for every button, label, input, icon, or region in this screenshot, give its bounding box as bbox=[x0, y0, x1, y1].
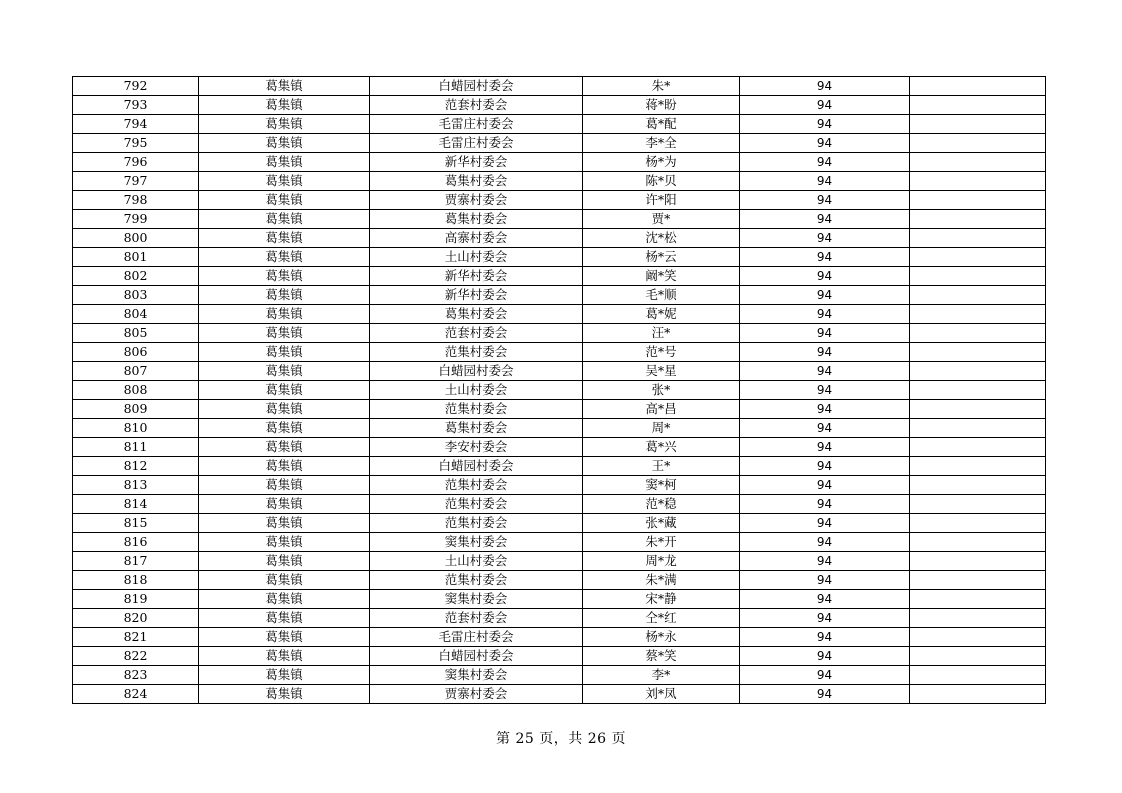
table-row bbox=[73, 115, 1046, 134]
score-cell: 94 bbox=[740, 248, 910, 267]
town-cell: 葛集镇 bbox=[199, 191, 370, 210]
person-name-cell: 范*号 bbox=[583, 343, 740, 362]
town-cell: 葛集镇 bbox=[199, 533, 370, 552]
town-cell: 葛集镇 bbox=[199, 172, 370, 191]
row-number-cell: 797 bbox=[73, 172, 199, 191]
village-committee-cell: 范集村委会 bbox=[370, 400, 583, 419]
table-row bbox=[73, 571, 1046, 590]
person-name-cell: 周* bbox=[583, 419, 740, 438]
town-cell: 葛集镇 bbox=[199, 381, 370, 400]
person-name-cell: 毛*顺 bbox=[583, 286, 740, 305]
village-committee-cell: 李安村委会 bbox=[370, 438, 583, 457]
village-committee-cell: 范套村委会 bbox=[370, 324, 583, 343]
person-name-cell: 葛*配 bbox=[583, 115, 740, 134]
village-committee-cell: 葛集村委会 bbox=[370, 419, 583, 438]
table-row bbox=[73, 552, 1046, 571]
table-row bbox=[73, 96, 1046, 115]
person-name-cell: 贾* bbox=[583, 210, 740, 229]
person-name-cell: 葛*妮 bbox=[583, 305, 740, 324]
town-cell: 葛集镇 bbox=[199, 96, 370, 115]
score-cell: 94 bbox=[740, 590, 910, 609]
remarks-cell bbox=[910, 457, 1046, 476]
person-name-cell: 蒋*盼 bbox=[583, 96, 740, 115]
person-name-cell: 周*龙 bbox=[583, 552, 740, 571]
score-cell: 94 bbox=[740, 476, 910, 495]
score-cell: 94 bbox=[740, 267, 910, 286]
person-name-cell: 仝*红 bbox=[583, 609, 740, 628]
row-number-cell: 815 bbox=[73, 514, 199, 533]
score-cell: 94 bbox=[740, 324, 910, 343]
town-cell: 葛集镇 bbox=[199, 77, 370, 96]
town-cell: 葛集镇 bbox=[199, 134, 370, 153]
remarks-cell bbox=[910, 438, 1046, 457]
town-cell: 葛集镇 bbox=[199, 286, 370, 305]
table-row bbox=[73, 685, 1046, 704]
table-row bbox=[73, 134, 1046, 153]
town-cell: 葛集镇 bbox=[199, 343, 370, 362]
town-cell: 葛集镇 bbox=[199, 666, 370, 685]
score-cell: 94 bbox=[740, 419, 910, 438]
village-committee-cell: 范套村委会 bbox=[370, 96, 583, 115]
village-committee-cell: 白蜡园村委会 bbox=[370, 77, 583, 96]
score-cell: 94 bbox=[740, 305, 910, 324]
table-row bbox=[73, 210, 1046, 229]
row-number-cell: 793 bbox=[73, 96, 199, 115]
remarks-cell bbox=[910, 286, 1046, 305]
table-row bbox=[73, 495, 1046, 514]
town-cell: 葛集镇 bbox=[199, 514, 370, 533]
row-number-cell: 796 bbox=[73, 153, 199, 172]
table-row bbox=[73, 514, 1046, 533]
score-cell: 94 bbox=[740, 362, 910, 381]
person-name-cell: 王* bbox=[583, 457, 740, 476]
score-cell: 94 bbox=[740, 666, 910, 685]
score-cell: 94 bbox=[740, 96, 910, 115]
row-number-cell: 794 bbox=[73, 115, 199, 134]
village-committee-cell: 白蜡园村委会 bbox=[370, 647, 583, 666]
person-name-cell: 朱*满 bbox=[583, 571, 740, 590]
village-committee-cell: 范套村委会 bbox=[370, 609, 583, 628]
row-number-cell: 792 bbox=[73, 77, 199, 96]
town-cell: 葛集镇 bbox=[199, 229, 370, 248]
town-cell: 葛集镇 bbox=[199, 324, 370, 343]
row-number-cell: 795 bbox=[73, 134, 199, 153]
row-number-cell: 818 bbox=[73, 571, 199, 590]
person-name-cell: 杨*为 bbox=[583, 153, 740, 172]
village-committee-cell: 新华村委会 bbox=[370, 286, 583, 305]
score-cell: 94 bbox=[740, 495, 910, 514]
village-committee-cell: 土山村委会 bbox=[370, 381, 583, 400]
town-cell: 葛集镇 bbox=[199, 495, 370, 514]
table-row bbox=[73, 400, 1046, 419]
table-row bbox=[73, 381, 1046, 400]
score-cell: 94 bbox=[740, 381, 910, 400]
town-cell: 葛集镇 bbox=[199, 457, 370, 476]
village-committee-cell: 葛集村委会 bbox=[370, 210, 583, 229]
remarks-cell bbox=[910, 134, 1046, 153]
table-row bbox=[73, 191, 1046, 210]
remarks-cell bbox=[910, 666, 1046, 685]
person-name-cell: 杨*永 bbox=[583, 628, 740, 647]
table-row bbox=[73, 457, 1046, 476]
village-committee-cell: 高寨村委会 bbox=[370, 229, 583, 248]
remarks-cell bbox=[910, 628, 1046, 647]
remarks-cell bbox=[910, 495, 1046, 514]
town-cell: 葛集镇 bbox=[199, 419, 370, 438]
remarks-cell bbox=[910, 115, 1046, 134]
person-name-cell: 李*全 bbox=[583, 134, 740, 153]
person-name-cell: 高*昌 bbox=[583, 400, 740, 419]
row-number-cell: 799 bbox=[73, 210, 199, 229]
person-name-cell: 刘*凤 bbox=[583, 685, 740, 704]
row-number-cell: 819 bbox=[73, 590, 199, 609]
remarks-cell bbox=[910, 267, 1046, 286]
remarks-cell bbox=[910, 96, 1046, 115]
person-name-cell: 朱* bbox=[583, 77, 740, 96]
score-cell: 94 bbox=[740, 552, 910, 571]
village-committee-cell: 窦集村委会 bbox=[370, 666, 583, 685]
row-number-cell: 823 bbox=[73, 666, 199, 685]
score-cell: 94 bbox=[740, 400, 910, 419]
row-number-cell: 813 bbox=[73, 476, 199, 495]
score-cell: 94 bbox=[740, 628, 910, 647]
table-row bbox=[73, 628, 1046, 647]
remarks-cell bbox=[910, 210, 1046, 229]
score-cell: 94 bbox=[740, 685, 910, 704]
row-number-cell: 802 bbox=[73, 267, 199, 286]
town-cell: 葛集镇 bbox=[199, 115, 370, 134]
row-number-cell: 821 bbox=[73, 628, 199, 647]
town-cell: 葛集镇 bbox=[199, 571, 370, 590]
row-number-cell: 812 bbox=[73, 457, 199, 476]
row-number-cell: 814 bbox=[73, 495, 199, 514]
table-row bbox=[73, 666, 1046, 685]
page-number-label: 第 25 页，共 26 页 bbox=[496, 731, 626, 747]
remarks-cell bbox=[910, 324, 1046, 343]
score-cell: 94 bbox=[740, 153, 910, 172]
town-cell: 葛集镇 bbox=[199, 685, 370, 704]
table-row bbox=[73, 419, 1046, 438]
remarks-cell bbox=[910, 229, 1046, 248]
remarks-cell bbox=[910, 172, 1046, 191]
village-committee-cell: 窦集村委会 bbox=[370, 533, 583, 552]
remarks-cell bbox=[910, 419, 1046, 438]
score-cell: 94 bbox=[740, 343, 910, 362]
remarks-cell bbox=[910, 77, 1046, 96]
village-committee-cell: 土山村委会 bbox=[370, 248, 583, 267]
remarks-cell bbox=[910, 400, 1046, 419]
town-cell: 葛集镇 bbox=[199, 210, 370, 229]
town-cell: 葛集镇 bbox=[199, 647, 370, 666]
village-committee-cell: 白蜡园村委会 bbox=[370, 457, 583, 476]
remarks-cell bbox=[910, 514, 1046, 533]
roster-table-body bbox=[73, 77, 1046, 704]
row-number-cell: 806 bbox=[73, 343, 199, 362]
town-cell: 葛集镇 bbox=[199, 305, 370, 324]
town-cell: 葛集镇 bbox=[199, 609, 370, 628]
village-committee-cell: 毛雷庄村委会 bbox=[370, 134, 583, 153]
score-cell: 94 bbox=[740, 609, 910, 628]
row-number-cell: 798 bbox=[73, 191, 199, 210]
remarks-cell bbox=[910, 248, 1046, 267]
village-committee-cell: 范集村委会 bbox=[370, 343, 583, 362]
village-committee-cell: 土山村委会 bbox=[370, 552, 583, 571]
village-committee-cell: 范集村委会 bbox=[370, 476, 583, 495]
person-name-cell: 葛*兴 bbox=[583, 438, 740, 457]
row-number-cell: 817 bbox=[73, 552, 199, 571]
remarks-cell bbox=[910, 647, 1046, 666]
person-name-cell: 杨*云 bbox=[583, 248, 740, 267]
row-number-cell: 811 bbox=[73, 438, 199, 457]
town-cell: 葛集镇 bbox=[199, 438, 370, 457]
village-committee-cell: 毛雷庄村委会 bbox=[370, 628, 583, 647]
score-cell: 94 bbox=[740, 533, 910, 552]
score-cell: 94 bbox=[740, 647, 910, 666]
row-number-cell: 805 bbox=[73, 324, 199, 343]
table-row bbox=[73, 172, 1046, 191]
row-number-cell: 801 bbox=[73, 248, 199, 267]
village-committee-cell: 白蜡园村委会 bbox=[370, 362, 583, 381]
remarks-cell bbox=[910, 590, 1046, 609]
table-row bbox=[73, 609, 1046, 628]
row-number-cell: 800 bbox=[73, 229, 199, 248]
score-cell: 94 bbox=[740, 77, 910, 96]
remarks-cell bbox=[910, 362, 1046, 381]
village-committee-cell: 窦集村委会 bbox=[370, 590, 583, 609]
village-committee-cell: 新华村委会 bbox=[370, 153, 583, 172]
town-cell: 葛集镇 bbox=[199, 552, 370, 571]
score-cell: 94 bbox=[740, 438, 910, 457]
village-committee-cell: 葛集村委会 bbox=[370, 305, 583, 324]
score-cell: 94 bbox=[740, 571, 910, 590]
table-row bbox=[73, 590, 1046, 609]
person-name-cell: 窦*柯 bbox=[583, 476, 740, 495]
row-number-cell: 822 bbox=[73, 647, 199, 666]
village-committee-cell: 毛雷庄村委会 bbox=[370, 115, 583, 134]
row-number-cell: 824 bbox=[73, 685, 199, 704]
remarks-cell bbox=[910, 571, 1046, 590]
row-number-cell: 804 bbox=[73, 305, 199, 324]
village-committee-cell: 新华村委会 bbox=[370, 267, 583, 286]
remarks-cell bbox=[910, 609, 1046, 628]
town-cell: 葛集镇 bbox=[199, 628, 370, 647]
village-committee-cell: 范集村委会 bbox=[370, 571, 583, 590]
person-name-cell: 张*藏 bbox=[583, 514, 740, 533]
person-name-cell: 张* bbox=[583, 381, 740, 400]
table-row bbox=[73, 476, 1046, 495]
table-row bbox=[73, 267, 1046, 286]
village-committee-cell: 贾寨村委会 bbox=[370, 191, 583, 210]
person-name-cell: 许*阳 bbox=[583, 191, 740, 210]
table-row bbox=[73, 362, 1046, 381]
row-number-cell: 810 bbox=[73, 419, 199, 438]
person-name-cell: 李* bbox=[583, 666, 740, 685]
score-cell: 94 bbox=[740, 229, 910, 248]
person-name-cell: 沈*松 bbox=[583, 229, 740, 248]
row-number-cell: 803 bbox=[73, 286, 199, 305]
person-name-cell: 阚*笑 bbox=[583, 267, 740, 286]
town-cell: 葛集镇 bbox=[199, 248, 370, 267]
roster-table bbox=[72, 76, 1046, 704]
remarks-cell bbox=[910, 153, 1046, 172]
table-row bbox=[73, 343, 1046, 362]
score-cell: 94 bbox=[740, 286, 910, 305]
village-committee-cell: 范集村委会 bbox=[370, 495, 583, 514]
row-number-cell: 809 bbox=[73, 400, 199, 419]
remarks-cell bbox=[910, 685, 1046, 704]
row-number-cell: 816 bbox=[73, 533, 199, 552]
village-committee-cell: 葛集村委会 bbox=[370, 172, 583, 191]
table-row bbox=[73, 229, 1046, 248]
remarks-cell bbox=[910, 191, 1046, 210]
person-name-cell: 吴*星 bbox=[583, 362, 740, 381]
town-cell: 葛集镇 bbox=[199, 267, 370, 286]
table-row bbox=[73, 533, 1046, 552]
person-name-cell: 陈*贝 bbox=[583, 172, 740, 191]
person-name-cell: 汪* bbox=[583, 324, 740, 343]
score-cell: 94 bbox=[740, 115, 910, 134]
remarks-cell bbox=[910, 381, 1046, 400]
table-row bbox=[73, 248, 1046, 267]
village-committee-cell: 范集村委会 bbox=[370, 514, 583, 533]
remarks-cell bbox=[910, 533, 1046, 552]
row-number-cell: 807 bbox=[73, 362, 199, 381]
score-cell: 94 bbox=[740, 514, 910, 533]
town-cell: 葛集镇 bbox=[199, 362, 370, 381]
town-cell: 葛集镇 bbox=[199, 153, 370, 172]
score-cell: 94 bbox=[740, 191, 910, 210]
row-number-cell: 820 bbox=[73, 609, 199, 628]
person-name-cell: 宋*静 bbox=[583, 590, 740, 609]
table-row bbox=[73, 438, 1046, 457]
person-name-cell: 范*稳 bbox=[583, 495, 740, 514]
village-committee-cell: 贾寨村委会 bbox=[370, 685, 583, 704]
remarks-cell bbox=[910, 305, 1046, 324]
table-row bbox=[73, 153, 1046, 172]
person-name-cell: 朱*开 bbox=[583, 533, 740, 552]
score-cell: 94 bbox=[740, 134, 910, 153]
remarks-cell bbox=[910, 476, 1046, 495]
table-row bbox=[73, 305, 1046, 324]
town-cell: 葛集镇 bbox=[199, 590, 370, 609]
person-name-cell: 蔡*笑 bbox=[583, 647, 740, 666]
remarks-cell bbox=[910, 552, 1046, 571]
page-footer bbox=[0, 728, 1122, 748]
table-row bbox=[73, 324, 1046, 343]
table-row bbox=[73, 647, 1046, 666]
remarks-cell bbox=[910, 343, 1046, 362]
table-row bbox=[73, 286, 1046, 305]
row-number-cell: 808 bbox=[73, 381, 199, 400]
table-row bbox=[73, 77, 1046, 96]
score-cell: 94 bbox=[740, 210, 910, 229]
town-cell: 葛集镇 bbox=[199, 476, 370, 495]
score-cell: 94 bbox=[740, 172, 910, 191]
town-cell: 葛集镇 bbox=[199, 400, 370, 419]
score-cell: 94 bbox=[740, 457, 910, 476]
